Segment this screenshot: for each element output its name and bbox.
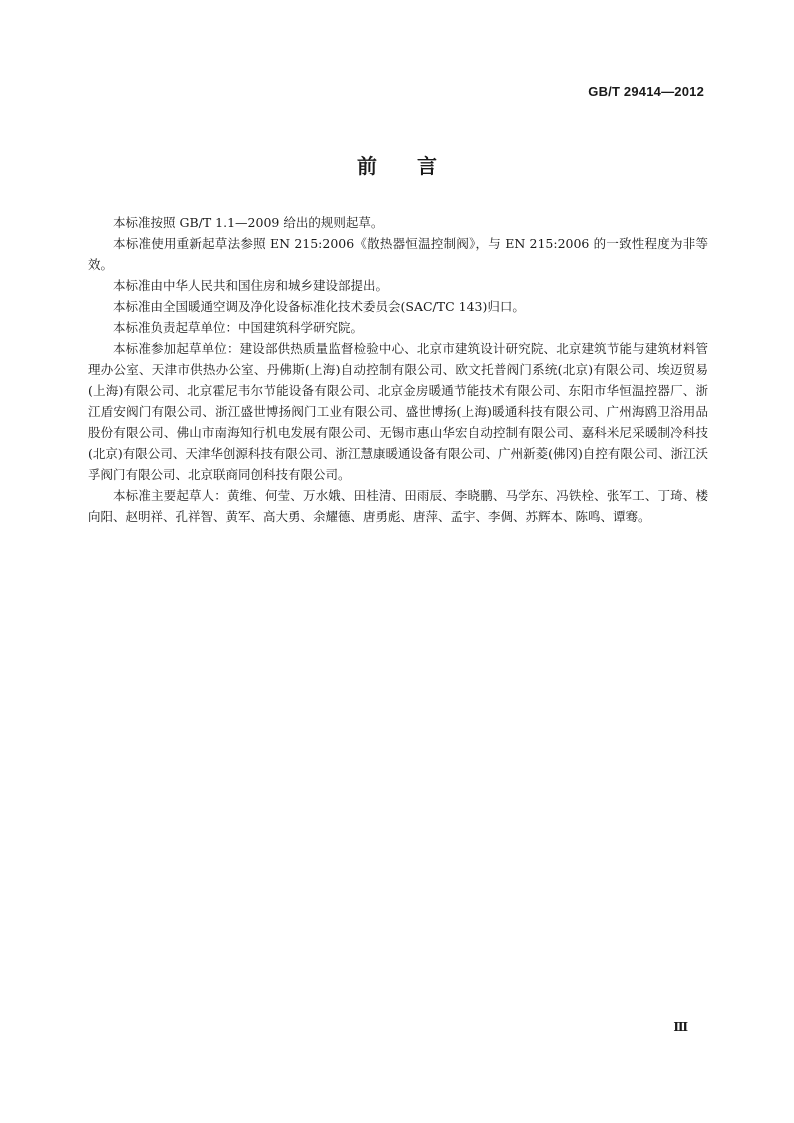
paragraph-main-drafters: 本标准主要起草人：黄维、何莹、万水娥、田桂清、田雨辰、李晓鹏、马学东、冯铁栓、张军工、丁琦、楼向阳、赵明祥、孔祥智、黄军、高大勇、余耀德、唐勇彪、唐萍、孟宇、李倜、苏辉本、陈鸣、谭骞。 (88, 488, 708, 524)
paragraph-drafting-rules: 本标准按照 GB/T 1.1—2009 给出的规则起草。 (113, 215, 384, 230)
preface-body (88, 212, 708, 527)
standard-code: GB/T 29414—2012 (588, 84, 704, 99)
page-number: Ⅲ (673, 1020, 688, 1034)
page-title: 前言 (357, 154, 477, 178)
paragraph-reference-standard: 本标准使用重新起草法参照 EN 215:2006《散热器恒温控制阀》，与 EN 215:2006 的一致性程度为非等效。 (88, 236, 708, 272)
paragraph-lead-drafter: 本标准负责起草单位：中国建筑科学研究院。 (113, 320, 364, 335)
paragraph-proposed-by: 本标准由中华人民共和国住房和城乡建设部提出。 (113, 278, 389, 293)
paragraph-participating-units: 本标准参加起草单位：建设部供热质量监督检验中心、北京市建筑设计研究院、北京建筑节能与建筑材料管理办公室、天津市供热办公室、丹佛斯(上海)自动控制有限公司、欧文托普阀门系统(北京)有限公司、埃迈贸易(上海)有限公司、北京霍尼韦尔节能设备有限公司、北京金房暖通节能技术有限公司、东阳市华恒温控器厂、浙江盾安阀门有限公司、浙江盛世博扬阀门工业有限公司、盛世博扬(上海)暖通科技有限公司、广州海鸥卫浴用品股份有限公司、佛山市南海知行机电发展有限公司、无锡市惠山华宏自动控制有限公司、嘉科米尼采暖制冷科技(北京)有限公司、天津华创源科技有限公司、浙江慧康暖通设备有限公司、广州新菱(佛冈)自控有限公司、浙江沃孚阀门有限公司、北京联商同创科技有限公司。 (88, 341, 708, 482)
paragraph-administered-by: 本标准由全国暖通空调及净化设备标准化技术委员会(SAC/TC 143)归口。 (113, 299, 525, 314)
